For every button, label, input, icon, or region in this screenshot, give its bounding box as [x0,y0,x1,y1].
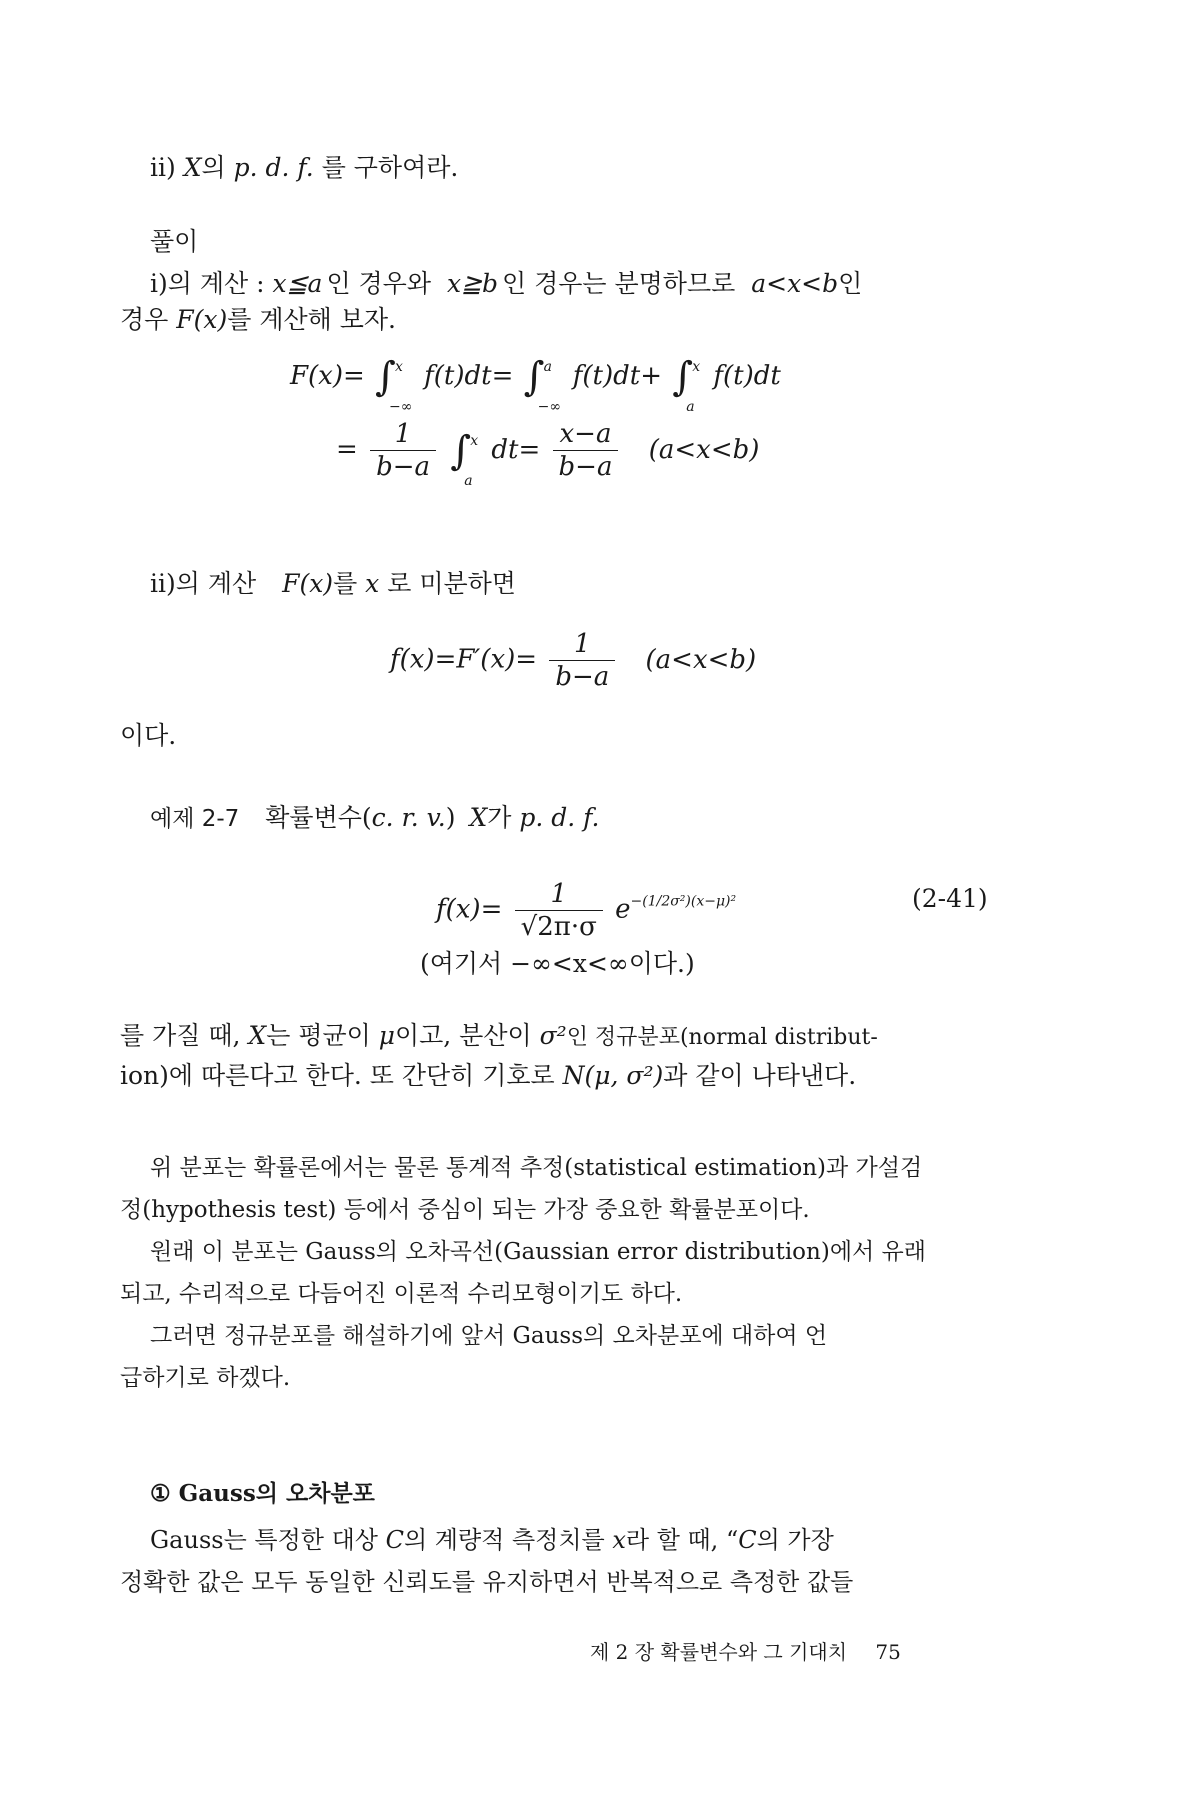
equation-cdf-integral: F(x)= ∫ x −∞ f(t)dt= ∫ a −∞ f(t)dt+ ∫ x a f(t)dt [290,354,781,415]
fraction: $\frac{x-a}{b-a}$ [553,420,619,481]
paragraph-line: 정(hypothesis test) 등에서 중심이 되는 가장 중요한 확률분포이다. [120,1197,810,1223]
equation-trailing-text: 이다. [120,721,177,750]
paragraph-line: 그러면 정규분포를 해설하기에 앞서 Gauss의 오차분포에 대하여 언 [150,1323,828,1349]
paragraph-line: ion)에 따른다고 한다. 또 간단히 기호로 N(μ, σ²)과 같이 나타낸다. [120,1061,857,1090]
paragraph-line: 원래 이 분포는 Gauss의 오차곡선(Gaussian error distribution)에서 유래 [150,1239,926,1265]
paragraph-line: 위 분포는 확률론에서는 물론 통계적 추정(statistical estimation)과 가설검 [150,1155,923,1181]
paragraph-line: 되고, 수리적으로 다듬어진 이론적 수리모형이기도 하다. [120,1281,683,1307]
equation-pdf-derivative: f(x)=F′(x)= $\frac{1}{b-a}$ (a<x<b) [390,629,757,692]
section-heading: ① Gauss의 오차분포 [150,1480,375,1507]
equation-normal-pdf: f(x)= $\frac{1}{√2\pi\cdot\sigma}$ $e^{-(1/2\sigma^2)(x-\mu)^2}$ [436,879,737,942]
problem-subpart-line: ii) X의 p. d. f. 를 구하여라. [150,153,459,182]
solution-line-1: i)의 계산 : x≦a 인 경우와 x≧b 인 경우는 분명하므로 a<x<b인 [150,269,863,298]
example-header: 예제 2-7 확률변수(c. r. v.) X가 p. d. f. [150,803,600,832]
fraction: $\frac{1}{√2\pi\cdot\sigma}$ [515,880,603,941]
equation-domain-note: (여기서 −∞<x<∞이다.) [420,949,695,978]
integral-sign: ∫ x a [672,354,701,415]
paragraph-line: 급하기로 하겠다. [120,1365,291,1391]
running-footer: 제 2 장 확률변수와 그 기대치 75 [590,1640,901,1664]
paragraph-line: 를 가질 때, X는 평균이 μ이고, 분산이 σ²인 정규분포(normal distribut- [120,1021,878,1050]
page-number: 75 [875,1640,901,1664]
fraction: $\frac{1}{b-a}$ [549,630,615,691]
paragraph-line: 정확한 값은 모두 동일한 신뢰도를 유지하면서 반복적으로 측정한 값들 [120,1568,854,1596]
solution-label: 풀이 [150,227,199,256]
paragraph-line: Gauss는 특정한 대상 C의 계량적 측정치를 x라 할 때, “C의 가장 [150,1526,834,1554]
integral-sign: ∫ x −∞ [375,354,413,415]
integral-sign: ∫ x a [450,427,479,489]
solution-line-2: 경우 F(x)를 계산해 보자. [120,305,396,334]
integral-sign: ∫ a −∞ [523,354,562,415]
equation-cdf-result: = $\frac{1}{b-a}$ ∫ x a dt= $\frac{x-a}{b-a}$ (a<x<b) [336,419,760,489]
equation-number: (2-41) [912,884,988,913]
solution-line-3: ii)의 계산 F(x)를 x 로 미분하면 [150,569,516,598]
fraction: $\frac{1}{b-a}$ [370,420,436,481]
